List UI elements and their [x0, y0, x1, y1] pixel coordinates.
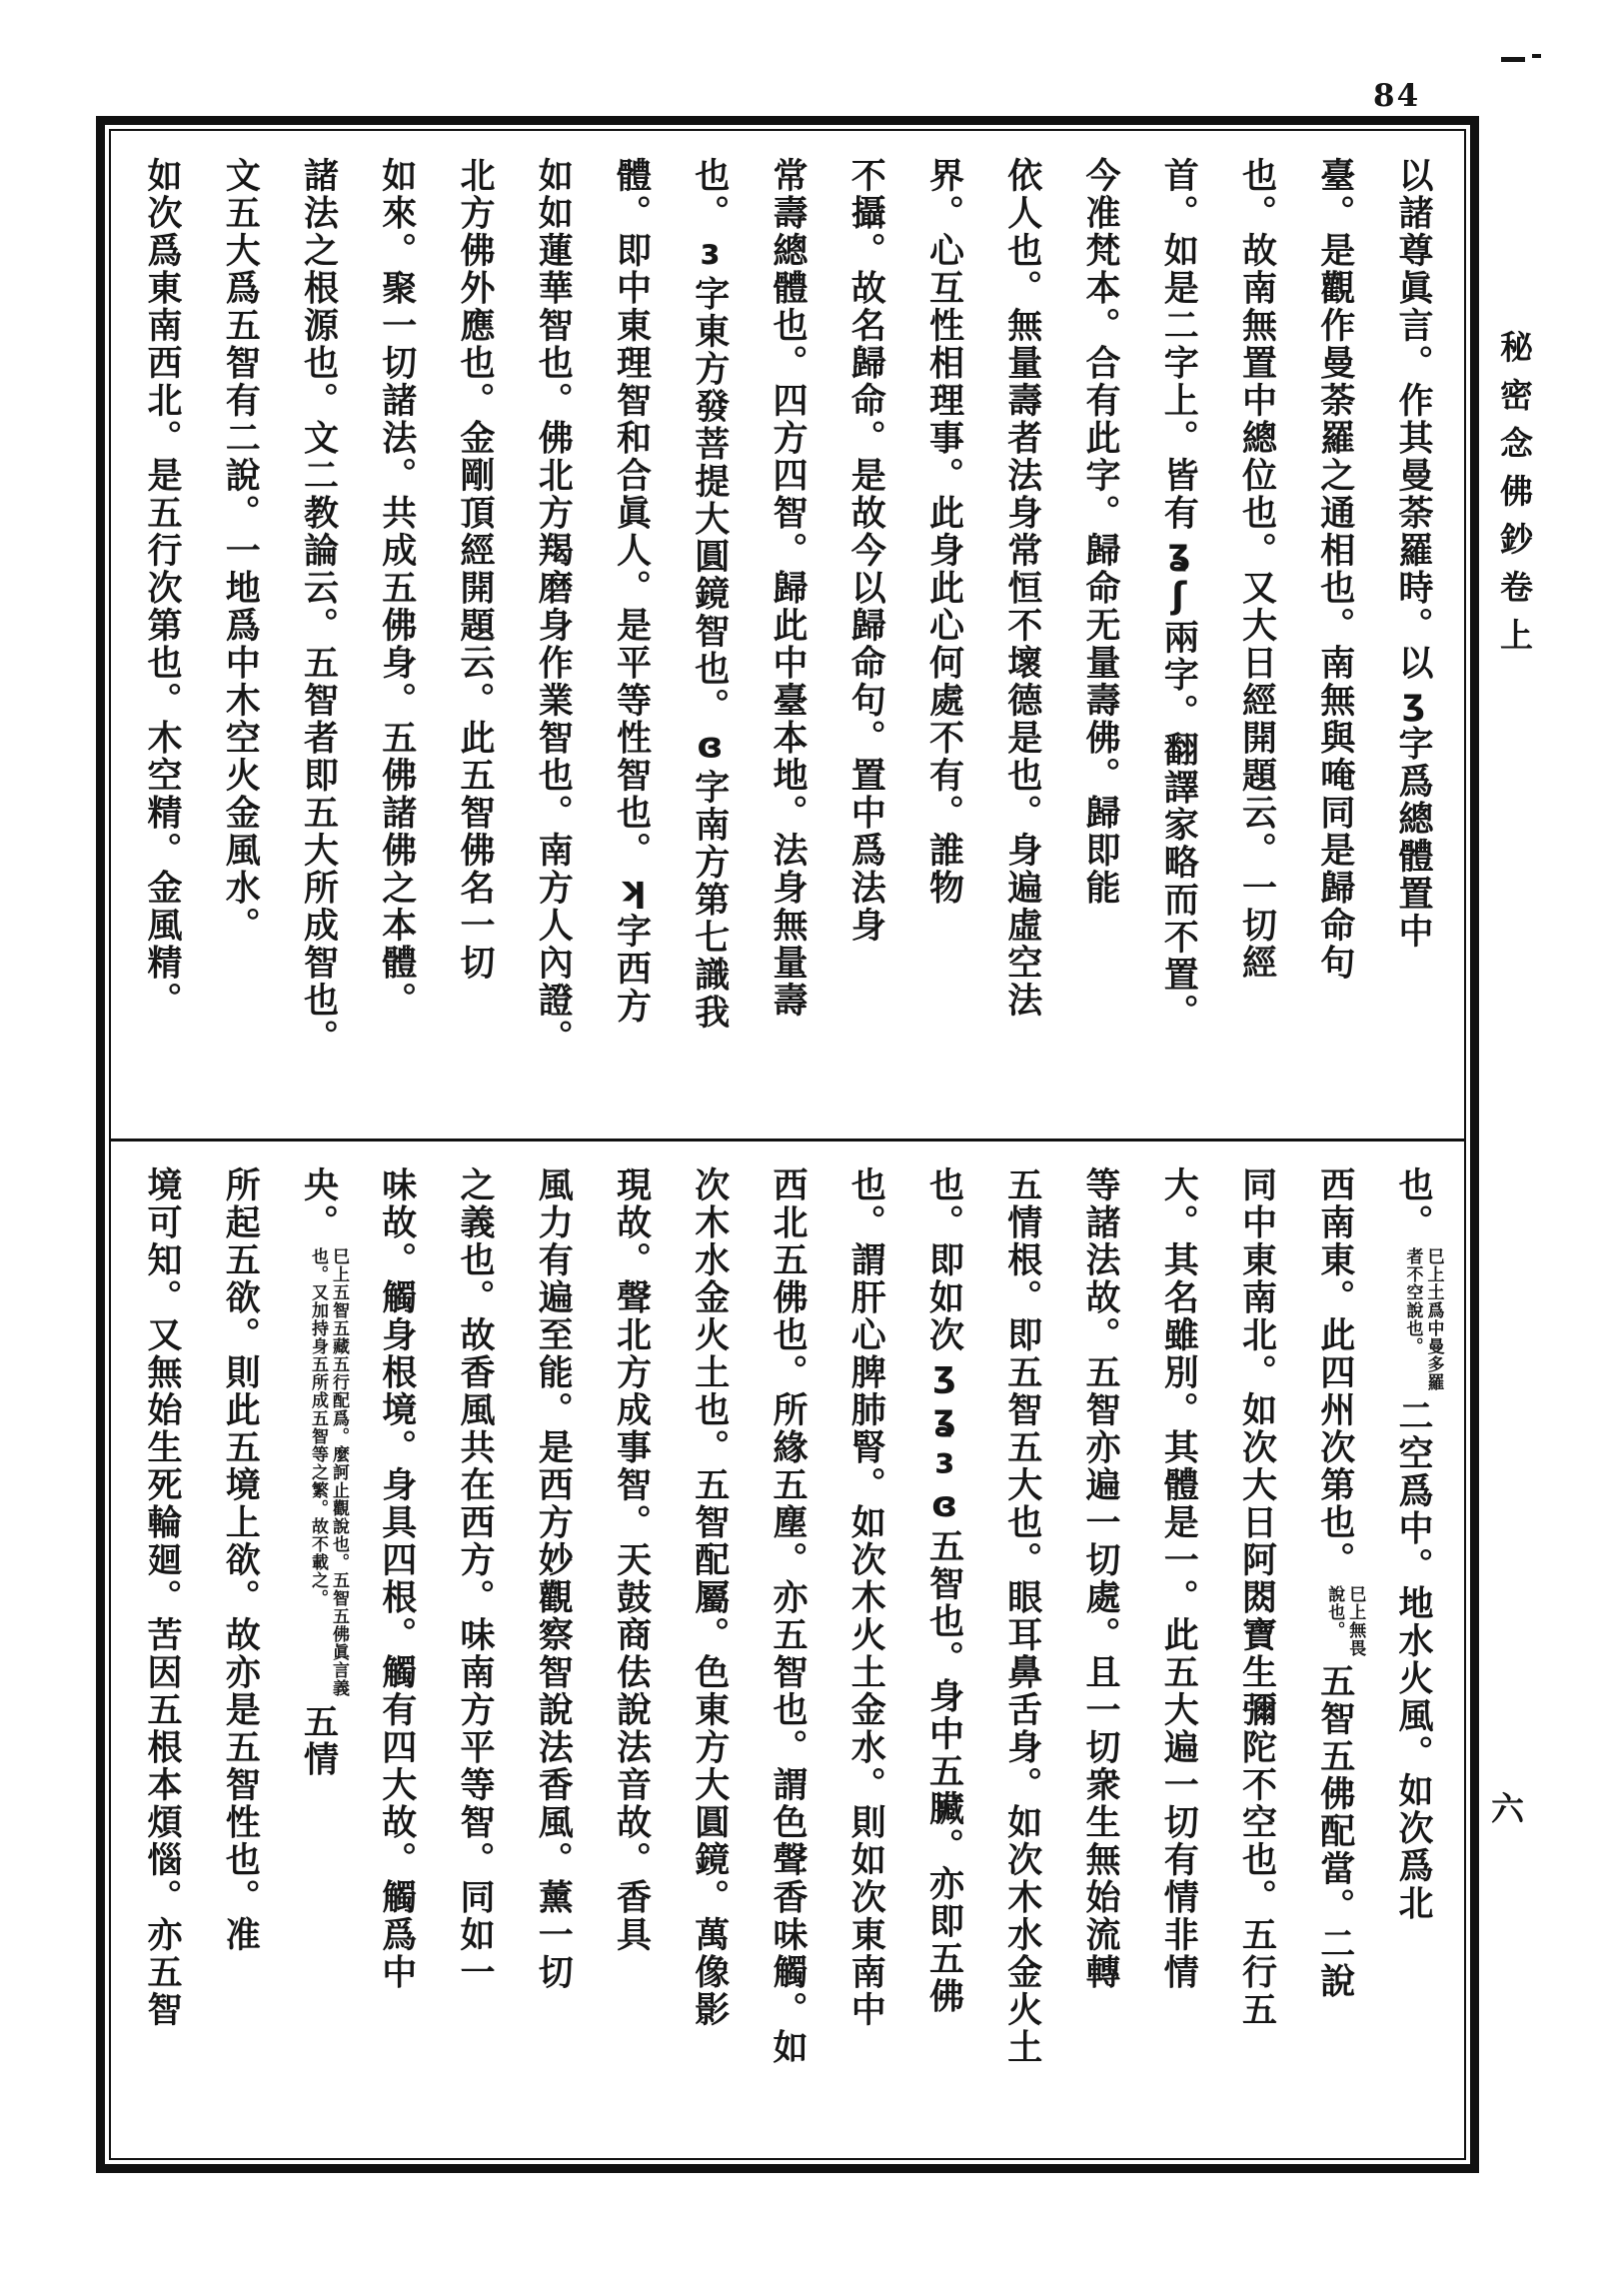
page-mark-dash: [1501, 57, 1525, 62]
text-column: 不攝。故名歸命。是故今以歸命句。置中爲法身: [845, 157, 887, 945]
text-column: 所起五欲。則此五境上欲。故亦是五智性也。准: [220, 1166, 262, 1954]
siddham-seed-glyph: ɞ: [689, 725, 731, 769]
warichu-note: [1402, 1247, 1444, 1391]
warichu-line: 巳上土爲中曼多羅: [1423, 1247, 1444, 1391]
text-column: 央。 巳上五智五藏五行配爲。麼訶止觀說也。五智五佛眞言義 也。又加持身五所成五智等之繁。故不載之。 五情: [298, 1166, 349, 1778]
running-title: 秘密念佛鈔卷上: [1495, 330, 1534, 666]
text-column: 現故。聲北方成事智。天鼓商佉說法音故。香具: [611, 1166, 653, 1954]
text-column: 臺。是觀作曼荼羅之通相也。南無與唵同是歸命句: [1314, 157, 1356, 982]
text-column: 境可知。又無始生死輪廻。苦因五根本煩惱。亦五智: [142, 1166, 183, 2029]
text-column: 也。故南無置中總位也。又大日經開題云。一切經: [1236, 157, 1278, 982]
text-column: 也。 巳上土爲中曼多羅 者不空說也。 二空爲中。地水火風。如次爲北: [1393, 1166, 1444, 1922]
text-column: 大。其名雖別。其體是一。此五大遍一切有情非情: [1158, 1166, 1200, 1991]
text-column: 味故。觸身根境。身具四根。觸有四大故。觸爲中: [376, 1166, 418, 1991]
text-column: 北方佛外應也。金剛頂經開題云。此五智佛名一切: [455, 157, 496, 982]
warichu-line: 說也。: [1324, 1584, 1345, 1639]
siddham-seed-glyph: ʒʓɜɞ: [923, 1353, 965, 1528]
top-text-register: [127, 157, 1448, 1131]
text-column: 今准梵本。合有此字。歸命无量壽佛。歸即能: [1080, 157, 1121, 907]
warichu-line: 者不空說也。: [1402, 1247, 1423, 1355]
text-column: 常壽總體也。四方四智。歸此中臺本地。法身無量壽: [768, 157, 809, 1020]
text-column: 體。即中東理智和合眞人。是平等性智也。ʞ字西方: [611, 157, 653, 1026]
register-divider-rule: [111, 1139, 1464, 1142]
text-column: 也。謂肝心脾肺腎。如次木火土金水。則如次東南中: [845, 1166, 887, 2029]
folio-marker: 六: [1491, 1789, 1524, 1828]
text-column: 首。如是二字上。皆有ʓʃ兩字。翻譯家略而不置。: [1158, 157, 1200, 1032]
text-column: 等諸法故。五智亦遍一切處。且一切衆生無始流轉: [1080, 1166, 1121, 1991]
siddham-seed-glyph: ɜ: [689, 232, 731, 276]
text-column: 西北五佛也。所緣五塵。亦五智也。謂色聲香味觸。如: [768, 1166, 809, 2066]
text-column: 依人也。無量壽者法身常恒不壞德是也。身遍虛空法: [1001, 157, 1043, 1020]
text-column: 如次爲東南西北。是五行次第也。木空精。金風精。: [142, 157, 183, 1020]
text-column: 如來。聚一切諸法。共成五佛身。五佛諸佛之本體。: [376, 157, 418, 1020]
siddham-seed-glyph: ʞ: [611, 869, 653, 913]
siddham-seed-glyph: ʒ: [1393, 682, 1434, 726]
text-column: 次木水金火土也。五智配屬。色東方大圓鏡。萬像影: [689, 1166, 731, 2029]
text-column: 五情根。即五智五大也。眼耳鼻舌身。如次木水金火土: [1001, 1166, 1043, 2066]
text-column: 文五大爲五智有二說。一地爲中木空火金風水。: [220, 157, 262, 945]
text-column: 以諸尊眞言。作其曼荼羅時。以ʒ字爲總體置中: [1393, 157, 1434, 951]
warichu-line: 巳上五智五藏五行配爲。麼訶止觀說也。五智五佛眞言義: [329, 1247, 349, 1697]
text-column: 界。心互性相理事。此身此心何處不有。誰物: [923, 157, 965, 907]
text-frame-inner-border: [109, 129, 1466, 2160]
text-column: 之義也。故香風共在西方。味南方平等智。同如一: [455, 1166, 496, 1991]
bottom-text-register: [127, 1166, 1448, 2154]
text-column: 也。ɜ字東方發菩提大圓鏡智也。ɞ字南方第七識我: [689, 157, 731, 1032]
text-column: 西南東。此四州次第也。 巳上無畏 說也。 五智五佛配當。二說: [1314, 1166, 1366, 2000]
warichu-note: [1323, 1585, 1365, 1657]
page-number: 84: [1373, 78, 1421, 114]
warichu-line: 巳上無畏: [1345, 1584, 1366, 1657]
siddham-seed-glyph: ʓʃ: [1158, 532, 1200, 619]
text-column: 同中東南北。如次大日阿閦寶生彌陀不空也。五行五: [1236, 1166, 1278, 2029]
text-column: 諸法之根源也。文二教論云。五智者即五大所成智也。: [298, 157, 340, 1057]
warichu-note: [307, 1247, 349, 1697]
text-column: 如如蓮華智也。佛北方羯磨身作業智也。南方人內證。: [533, 157, 575, 1057]
text-frame-border: [96, 116, 1479, 2173]
text-column: 也。即如次ʒʓɜɞ五智也。身中五臟。亦即五佛: [923, 1166, 965, 2015]
page-mark-dash: [1532, 54, 1541, 58]
warichu-line: 也。又加持身五所成五智等之繁。故不載之。: [308, 1247, 328, 1607]
text-column: 風力有遍至能。是西方妙觀察智說法香風。薰一切: [533, 1166, 575, 1991]
